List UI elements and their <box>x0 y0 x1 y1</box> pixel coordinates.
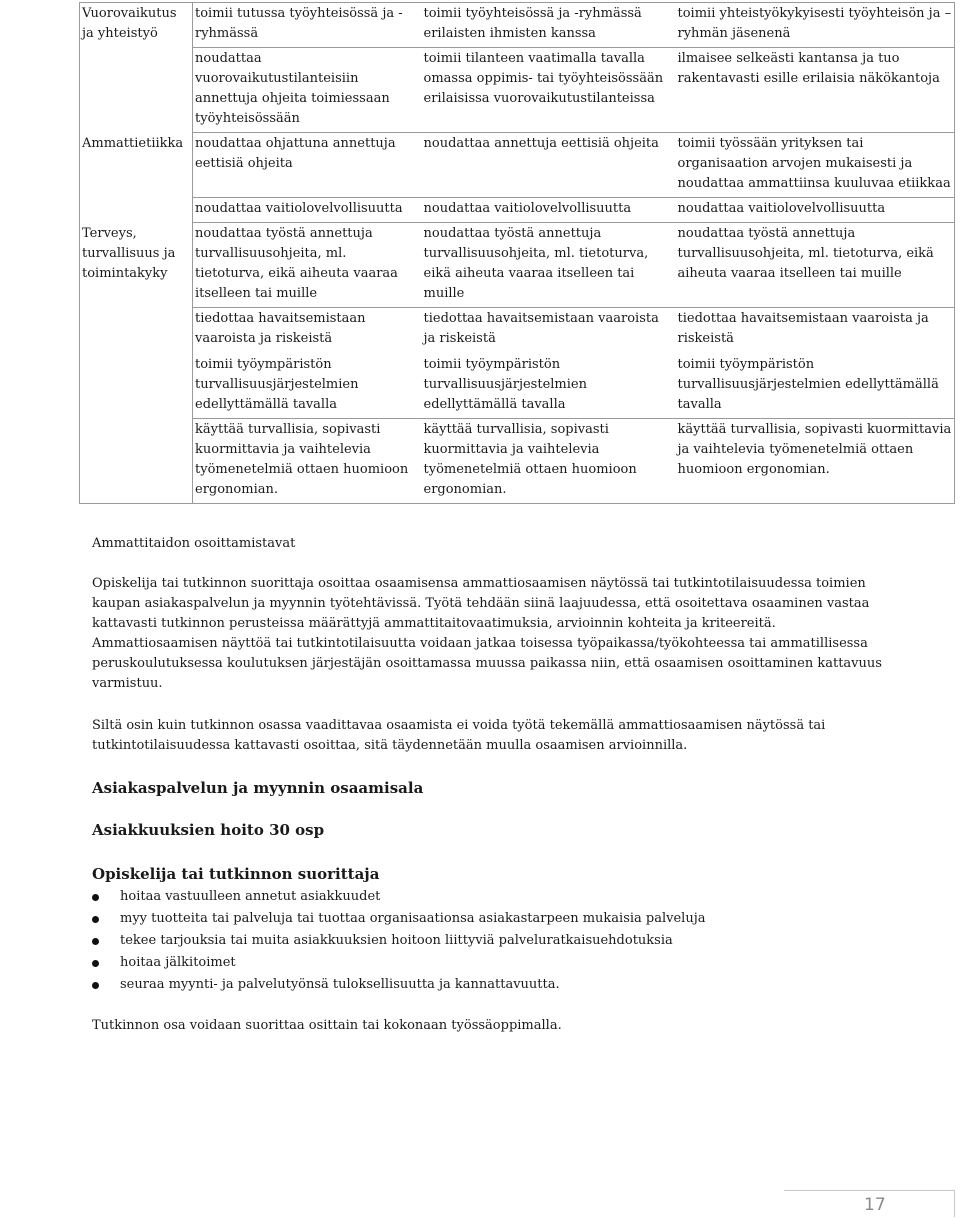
student-heading: Opiskelija tai tutkinnon suorittaja <box>92 865 380 883</box>
criteria-cell-level-3 <box>676 133 955 198</box>
criteria-cell-level-3 <box>676 198 955 223</box>
assessment-area-cell: Terveys, turvallisuus ja toimintakyky <box>80 223 193 308</box>
criteria-cell-level-2 <box>422 223 676 308</box>
demonstration-paragraph: Opiskelija tai tutkinnon suorittaja osoittaa osaamisensa ammattiosaamisen näytössä tai tutkintotilaisuudessa toimien kaupan asiakaspalvelun ja myynnin työtehtävissä. Työtä tehdään siinä laajuudessa, että osoitettava osaaminen vastaa kattavasti tutkinnon perusteissa määrättyjä ammattitaitovaatimuksia, arvioinnin kohteita ja kriteereitä. Ammattiosaamisen näyttöä tai tutkintotilaisuutta voidaan jatkaa toisessa työpaikassa/työkohteessa tai ammatillisessa peruskoulutuksessa koulutuksen järjestäjän osoittamassa muussa paikassa niin, että osaamisen osoittaminen kattavuus varmistuu. <box>92 576 882 691</box>
table-row <box>80 223 955 308</box>
criteria-text: toimii yhteistyökykyisesti työyhteisön ja –ryhmän jäsenenä <box>677 6 952 41</box>
criteria-table-body <box>80 3 955 504</box>
criteria-cell-level-2 <box>422 419 676 504</box>
criteria-cell-level-2 <box>422 198 676 223</box>
work-based-learning-note: Tutkinnon osa voidaan suorittaa osittain tai kokonaan työssäoppimalla. <box>92 1018 562 1033</box>
page-number: 17 <box>864 1195 886 1215</box>
criteria-text: toimii työyhteisössä ja -ryhmässä erilaisten ihmisten kanssa <box>423 6 642 41</box>
criteria-text: tiedottaa havaitsemistaan vaaroista ja riskeistä <box>677 311 929 346</box>
criteria-text: käyttää turvallisia, sopivasti kuormittavia ja vaihtelevia työmenetelmiä ottaen huomioon ergonomian. <box>677 422 952 477</box>
criteria-text: toimii työympäristön turvallisuusjärjestelmien edellyttämällä tavalla <box>423 357 587 412</box>
table-row <box>80 133 955 198</box>
criteria-cell-level-3 <box>676 3 955 48</box>
list-item: myy tuotteita tai palveluja tai tuottaa organisaationsa asiakastarpeen mukaisia palveluja <box>92 908 705 930</box>
criteria-text: toimii tutussa työyhteisössä ja -ryhmässä <box>195 6 403 41</box>
criteria-text: toimii työympäristön turvallisuusjärjestelmien edellyttämällä tavalla <box>677 357 939 412</box>
bullet-icon <box>92 938 99 945</box>
criteria-text: noudattaa työstä annettuja turvallisuusohjeita, ml. tietoturva, eikä aiheuta vaaraa itselleen tai muille <box>677 226 934 281</box>
criteria-cell-level-2 <box>422 308 676 419</box>
criteria-cell-level-3 <box>676 308 955 419</box>
criteria-cell-level-1 <box>193 308 422 419</box>
criteria-text: toimii tilanteen vaatimalla tavalla omassa oppimis- tai työyhteisössään erilaisissa vuorovaikutustilanteissa <box>423 51 664 106</box>
page-number-box <box>784 1190 955 1217</box>
competence-area-heading: Asiakaspalvelun ja myynnin osaamisala <box>92 779 424 797</box>
criteria-text: noudattaa annettuja eettisiä ohjeita <box>423 136 659 151</box>
table-row <box>80 48 955 133</box>
criteria-text: käyttää turvallisia, sopivasti kuormittavia ja vaihtelevia työmenetelmiä ottaen huomioon ergonomian. <box>423 422 637 497</box>
list-item: hoitaa vastuulleen annetut asiakkuudet <box>92 886 705 908</box>
criteria-cell-level-1 <box>193 419 422 504</box>
criteria-text: toimii työssään yrityksen tai organisaation arvojen mukaisesti ja noudattaa ammattiinsa kuuluvaa etiikkaa <box>677 136 951 191</box>
module-heading: Asiakkuuksien hoito 30 osp <box>92 821 325 839</box>
criteria-text: noudattaa vaitiolovelvollisuutta <box>677 201 886 216</box>
criteria-text: noudattaa vaitiolovelvollisuutta <box>423 201 632 216</box>
supplement-paragraph: Siltä osin kuin tutkinnon osassa vaadittavaa osaamista ei voida työtä tekemällä ammattiosaamisen näytössä tai tutkintotilaisuudessa kattavasti osoittaa, sitä täydennetään muulla osaamisen arvioinnilla. <box>92 718 826 753</box>
criteria-cell-level-3 <box>676 48 955 133</box>
table-row <box>80 419 955 504</box>
assessment-area-cell: Ammattietiikka <box>80 133 193 198</box>
criteria-text: noudattaa työstä annettuja turvallisuusohjeita, ml. tietoturva, eikä aiheuta vaaraa itselleen tai muille <box>423 226 649 301</box>
criteria-text: noudattaa työstä annettuja turvallisuusohjeita, ml. tietoturva, eikä aiheuta vaaraa itselleen tai muille <box>195 226 398 301</box>
bullet-icon <box>92 894 99 901</box>
criteria-text: noudattaa vuorovaikutustilanteisiin annettuja ohjeita toimiessaan työyhteisössään <box>195 51 390 126</box>
bullet-icon <box>92 960 99 967</box>
bullet-icon <box>92 982 99 989</box>
criteria-cell-level-2 <box>422 3 676 48</box>
criteria-cell-level-3 <box>676 419 955 504</box>
section-label: Ammattitaidon osoittamistavat <box>92 536 296 551</box>
criteria-text: käyttää turvallisia, sopivasti kuormittavia ja vaihtelevia työmenetelmiä ottaen huomioon ergonomian. <box>195 422 409 497</box>
criteria-cell-level-1 <box>193 48 422 133</box>
criteria-cell-level-1 <box>193 133 422 198</box>
criteria-text: ilmaisee selkeästi kantansa ja tuo rakentavasti esille erilaisia näkökantoja <box>677 51 940 86</box>
table-row <box>80 308 955 419</box>
criteria-text: tiedottaa havaitsemistaan vaaroista ja riskeistä <box>423 311 659 346</box>
criteria-cell-level-1 <box>193 3 422 48</box>
list-item: tekee tarjouksia tai muita asiakkuuksien hoitoon liittyviä palveluratkaisuehdotuksia <box>92 930 705 952</box>
bullet-icon <box>92 916 99 923</box>
criteria-cell-level-2 <box>422 48 676 133</box>
assessment-area-cell <box>80 419 193 504</box>
criteria-table <box>79 2 955 504</box>
criteria-cell-level-3 <box>676 223 955 308</box>
criteria-text: noudattaa vaitiolovelvollisuutta <box>195 201 403 216</box>
assessment-area-cell: Vuorovaikutus ja yhteistyö <box>80 3 193 48</box>
assessment-area-cell <box>80 308 193 419</box>
table-row <box>80 198 955 223</box>
list-item: seuraa myynti- ja palvelutyönsä tuloksellisuutta ja kannattavuutta. <box>92 974 705 996</box>
assessment-area-cell <box>80 48 193 133</box>
criteria-text: noudattaa ohjattuna annettuja eettisiä ohjeita <box>195 136 396 171</box>
criteria-text: tiedottaa havaitsemistaan vaaroista ja riskeistä <box>195 311 366 346</box>
criteria-cell-level-1 <box>193 198 422 223</box>
criteria-cell-level-1 <box>193 223 422 308</box>
list-item: hoitaa jälkitoimet <box>92 952 705 974</box>
assessment-area-cell <box>80 198 193 223</box>
criteria-cell-level-2 <box>422 133 676 198</box>
criteria-text: toimii työympäristön turvallisuusjärjestelmien edellyttämällä tavalla <box>195 357 359 412</box>
skills-list <box>92 886 705 996</box>
table-row <box>80 3 955 48</box>
